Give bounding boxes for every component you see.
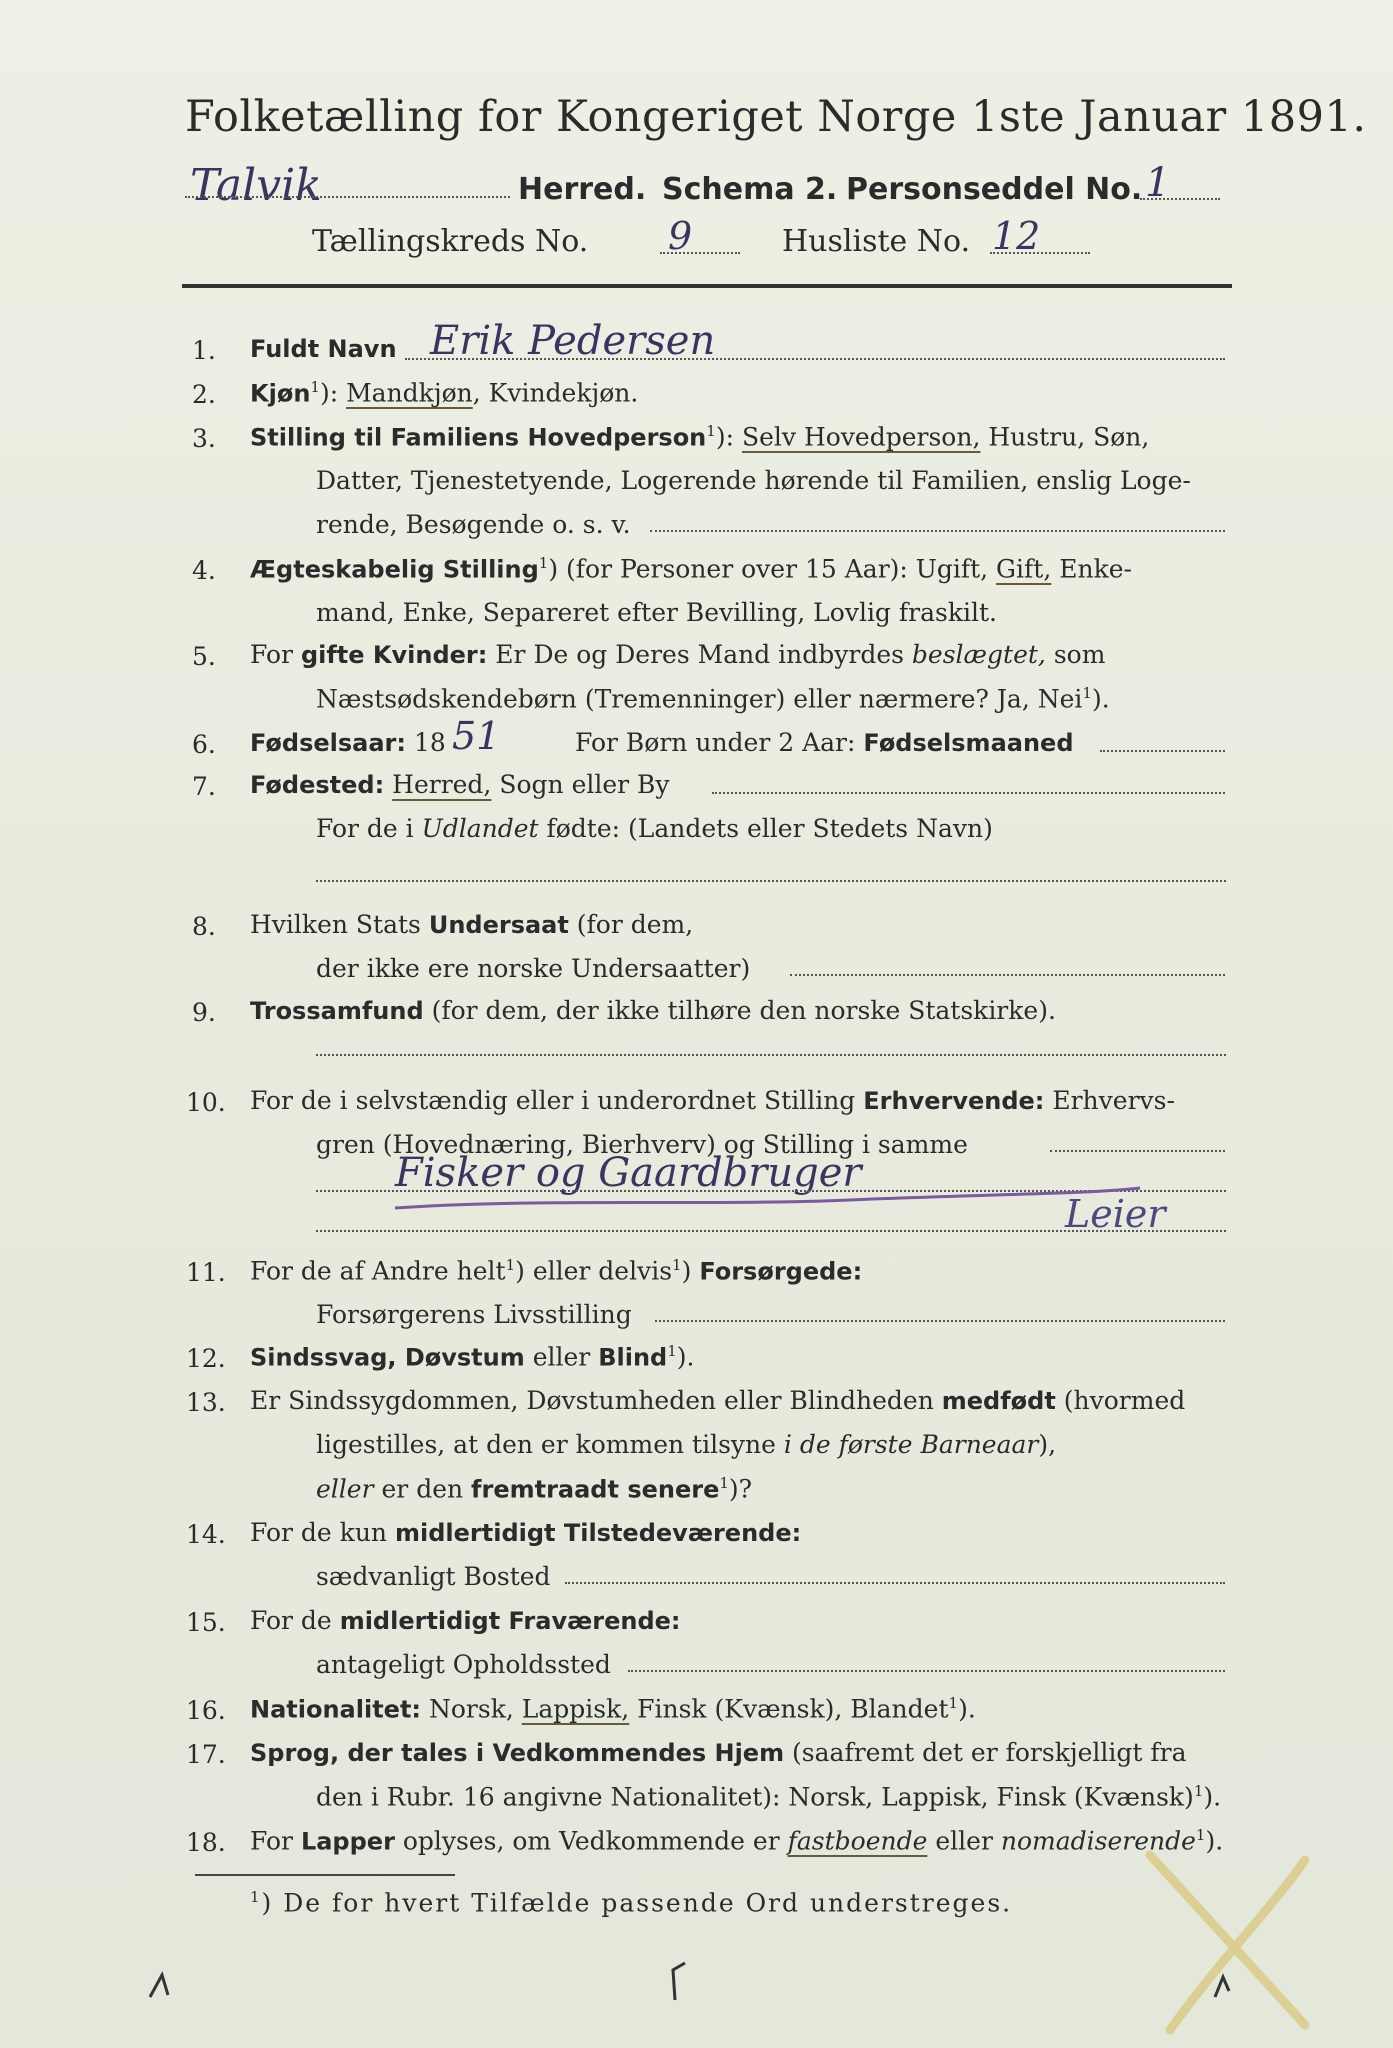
q4-selected-gift: Gift,: [996, 554, 1052, 584]
q3-label: Stilling til Familiens Hovedperson: [250, 423, 707, 452]
q10-purple-underline: [390, 1180, 1150, 1220]
q16-number: 16.: [186, 1696, 226, 1725]
form-title: Folketælling for Kongeriget Norge 1ste Januar 1891.: [185, 92, 1367, 142]
q1-answer-name: Erik Pedersen: [430, 318, 716, 364]
q11-number: 11.: [186, 1258, 226, 1287]
q16-selected-lappisk: Lappisk,: [521, 1694, 630, 1724]
q6-label: Fødselsaar:: [250, 729, 406, 757]
q1-label: Fuldt Navn: [250, 335, 397, 363]
q9-label: Trossamfund: [250, 997, 424, 1025]
q15-number: 15.: [186, 1608, 226, 1637]
census-form-page: Folketælling for Kongeriget Norge 1ste Januar 1891. Talvik Herred. Schema 2. Personseddel No. 1 Tællingskreds No. 9 Husliste No. 12 1. Fuldt Navn Erik Pedersen 2. Kjøn$^1$): Mandkjøn, Kvindekjøn. 3. Stilling til Familiens Hovedperson$^1$): Selv Hovedperson, Hustru, Søn, Datter, Tjenestetyende, Logerende hørende til Familien, enslig Loge- rende, Besøgende o. s. v. 4. Ægteskabelig Stilling$^1$) (for Personer over 15 Aar): Ugift, Gift, Enke- mand, Enke, Separeret efter Bevilling, Lovlig fraskilt. 5. For gifte Kvinder: Er De og Deres Mand indbyrdes beslægtet, som Næstsødskendebørn (Tremenninger) eller nærmere? Ja, Nei$^1$). 6. Fødselsaar: 18 51 For Børn under 2 Aar: Fødselsmaaned 7. Fødested: Herred, Sogn eller By For de i Udlandet fødte: (Landets eller Stedets Navn) 8. Hvilken Stats Undersaat (for dem, der ikke ere norske Undersaatter) 9. Trossamfund (for dem, der ikke tilhøre den norske Statskirke). 10. For de i selvstændig eller i underordnet Stilling Erhvervende: Erhvervs- gren (Hovednæring, Bierhverv) og Stilling i samme Fisker og Gaardbruger Leier 11. For de af Andre helt$^1$) eller delvis$^1$) Forsørgede: Forsørgerens Livsstilling 12. Sindssvag, Døvstum eller Blind$^1$). 13. Er Sindssygdommen, Døvstumheden eller Blindheden medfødt (hvormed ligestilles, at den er kommen tilsyne i de første Barneaar), eller er den fremtraadt senere$^1$)? 14. For de kun midlertidigt Tilstedeværende: sædvanligt Bosted 15. For de midlertidigt Fraværende: antageligt Opholdssted 16. Nationalitet: Norsk, Lappisk, Finsk (Kvænsk), Blandet$^1$). 17. Sprog, der tales i Vedkommendes Hjem (saafremt det er forskjelligt fra den i Rubr. 16 angivne Nationalitet): Norsk, Lappisk, Finsk (Kvænsk)$^1$). 18. For Lapper oplyses, om Vedkommende er fastboende eller nomadiserende$^1$). $^1$) De for hvert Tilfælde passende Ord understreges.: [0, 0, 1393, 2048]
q3-number: 3.: [192, 424, 216, 453]
q3-line2: Datter, Tjenestetyende, Logerende hørende til Familien, enslig Loge-: [316, 466, 1191, 495]
personseddel-number: 1: [1145, 160, 1171, 206]
husliste-number: 12: [992, 214, 1041, 258]
herred-handwritten: Talvik: [190, 160, 322, 211]
q12-number: 12.: [186, 1344, 226, 1373]
q3-selected-option: Selv Hovedperson,: [741, 422, 981, 452]
q14-number: 14.: [186, 1520, 226, 1549]
pencil-mark-center: [655, 1955, 695, 2005]
q4-number: 4.: [192, 556, 216, 585]
q12-label: Sindssvag, Døvstum: [250, 1343, 525, 1372]
personseddel-label: Personseddel No.: [846, 172, 1143, 207]
q17-label: Sprog, der tales i Vedkommendes Hjem: [250, 1739, 785, 1767]
q10-answer-secondary: Leier: [1065, 1192, 1166, 1236]
kreds-label: Tællingskreds No.: [312, 224, 589, 259]
q2-number: 2.: [192, 380, 216, 409]
q15-label: midlertidigt Fraværende:: [339, 1607, 681, 1635]
q8-number: 8.: [192, 912, 216, 941]
q2-label: Kjøn: [250, 379, 311, 408]
q11-label: Forsørgede:: [699, 1257, 863, 1286]
kreds-number: 9: [668, 214, 693, 258]
q10-line2: gren (Hovednæring, Bierhverv) og Stilling i samme: [316, 1130, 968, 1159]
q13-number: 13.: [186, 1388, 226, 1417]
q18-selected-fastboende: fastboende: [787, 1826, 928, 1856]
q13-label: medfødt: [941, 1387, 1056, 1415]
q12-label2: Blind: [598, 1343, 668, 1372]
q2-option-mandkjon: Mandkjøn: [346, 378, 473, 408]
q3-line3: rende, Besøgende o. s. v.: [316, 510, 631, 539]
q7-selected-herred: Herred,: [392, 770, 492, 799]
q15-line2: antageligt Opholdssted: [316, 1650, 611, 1679]
q5-number: 5.: [192, 642, 216, 671]
pencil-mark-left: [140, 1965, 180, 2005]
footnote-text: ) De for hvert Tilfælde passende Ord understreges.: [261, 1888, 1013, 1918]
q14-label: midlertidigt Tilstedeværende:: [394, 1519, 802, 1547]
herred-label: Herred.: [518, 172, 647, 207]
header-rule: [182, 284, 1232, 288]
q10-answer-occupation: Fisker og Gaardbruger: [395, 1150, 862, 1196]
q1-number: 1.: [192, 336, 216, 365]
q7-number: 7.: [192, 772, 216, 801]
q7-label: Fødested:: [250, 771, 385, 799]
crayon-cross-mark: [1130, 1840, 1330, 2040]
pencil-mark-right: [1205, 1965, 1245, 2005]
q6-label2: Fødselsmaaned: [863, 729, 1074, 757]
q6-number: 6.: [192, 730, 216, 759]
q8-line2: der ikke ere norske Undersaatter): [316, 954, 751, 983]
footnote-rule: [195, 1874, 455, 1876]
schema-label: Schema 2.: [662, 172, 838, 207]
husliste-label: Husliste No.: [782, 224, 971, 259]
q9-number: 9.: [192, 998, 216, 1027]
q4-label: Ægteskabelig Stilling: [250, 555, 539, 584]
q5-label: gifte Kvinder:: [300, 641, 488, 669]
q6-birth-year: 51: [452, 714, 501, 758]
q10-label: Erhvervende:: [863, 1087, 1045, 1115]
q14-line2: sædvanligt Bosted: [316, 1562, 551, 1591]
q4-line2: mand, Enke, Separeret efter Bevilling, Lovlig fraskilt.: [316, 598, 997, 627]
q17-number: 17.: [186, 1740, 226, 1769]
q16-label: Nationalitet:: [250, 1695, 422, 1724]
q8-label: Undersaat: [428, 911, 569, 939]
q10-number: 10.: [186, 1088, 226, 1117]
q11-line2: Forsørgerens Livsstilling: [316, 1300, 632, 1329]
q18-label: Lapper: [300, 1827, 395, 1856]
q18-number: 18.: [186, 1828, 226, 1857]
